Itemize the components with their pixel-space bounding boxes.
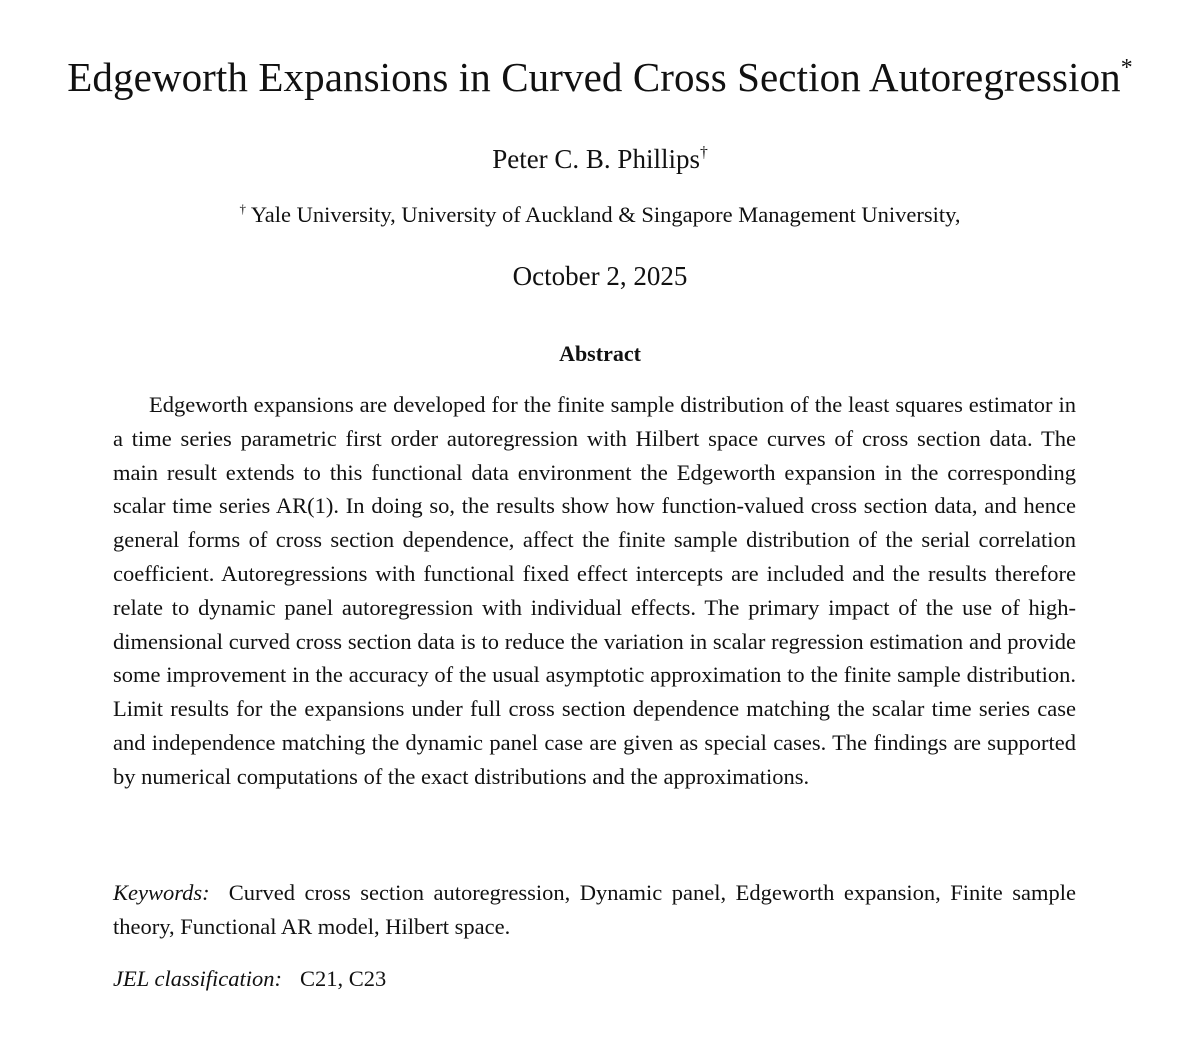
abstract-heading: Abstract <box>559 341 641 366</box>
jel-codes: C21, C23 <box>299 966 387 991</box>
author-footnote-mark: † <box>699 144 708 162</box>
keywords-text: Curved cross section autoregression, Dynamic panel, Edgeworth expansion, Finite sample theory, Functional AR model, Hilbert space. <box>113 880 1077 939</box>
jel-classification <box>113 962 1076 996</box>
abstract-text: Edgeworth expansions are developed for the finite sample distribution of the least squares estimator in a time series parametric first order autoregression with Hilbert space curves of cross section data. The main result extends to this functional data environment the Edgeworth expansion in the corresponding scalar time series AR(1). In doing so, the results show how function-valued cross section data, and hence general forms of cross section dependence, affect the finite sample distribution of the serial correlation coefficient. Autoregressions with functional fixed effect intercepts are included and the results therefore relate to dynamic panel autoregression with individual effects. The primary impact of the use of high-dimensional curved cross section data is to reduce the variation in scalar regression estimation and provide some improvement in the accuracy of the usual asymptotic approximation to the finite sample distribution. Limit results for the expansions under full cross section dependence matching the scalar time series case and independence matching the dynamic panel case are given as special cases. The findings are supported by numerical computations of the exact distributions and the approximations. <box>113 392 1076 789</box>
paper-title-text: Edgeworth Expansions in Curved Cross Section Autoregression <box>67 54 1121 100</box>
author-name-text: Peter C. B. Phillips <box>492 144 700 174</box>
jel-label: JEL classification: <box>113 966 282 991</box>
keywords-label: Keywords: <box>113 880 210 905</box>
affiliation-text: Yale University, University of Auckland & Singapore Management University, <box>250 202 961 227</box>
affiliation-footnote-mark: † <box>239 200 247 216</box>
paper-title <box>0 52 1200 102</box>
author-affiliation <box>0 199 1200 231</box>
author-name <box>0 141 1200 177</box>
title-footnote-mark: * <box>1120 55 1133 82</box>
keywords <box>113 876 1076 944</box>
paper-date: October 2, 2025 <box>512 261 688 291</box>
